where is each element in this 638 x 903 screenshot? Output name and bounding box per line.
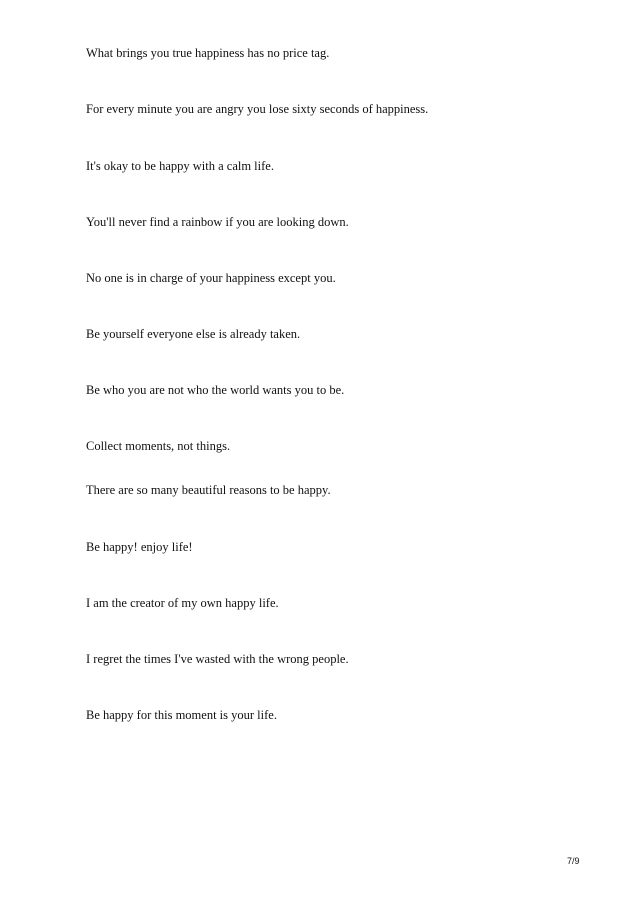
quote-line: You'll never find a rainbow if you are looking down.: [86, 215, 349, 229]
quote-line: Be happy! enjoy life!: [86, 540, 193, 554]
quote-line: It's okay to be happy with a calm life.: [86, 159, 274, 173]
quote-line: What brings you true happiness has no price tag.: [86, 46, 330, 60]
quote-line: I am the creator of my own happy life.: [86, 596, 279, 610]
quote-line: Be happy for this moment is your life.: [86, 708, 277, 722]
quote-line: Be who you are not who the world wants you to be.: [86, 383, 345, 397]
quote-line: No one is in charge of your happiness except you.: [86, 271, 336, 285]
page-number: 7/9: [567, 856, 580, 866]
quote-line: Be yourself everyone else is already taken.: [86, 327, 301, 341]
quote-line: For every minute you are angry you lose sixty seconds of happiness.: [86, 102, 429, 116]
quote-line: Collect moments, not things.: [86, 439, 231, 453]
quote-line: There are so many beautiful reasons to be happy.: [86, 483, 331, 497]
quote-line: I regret the times I've wasted with the wrong people.: [86, 652, 349, 666]
